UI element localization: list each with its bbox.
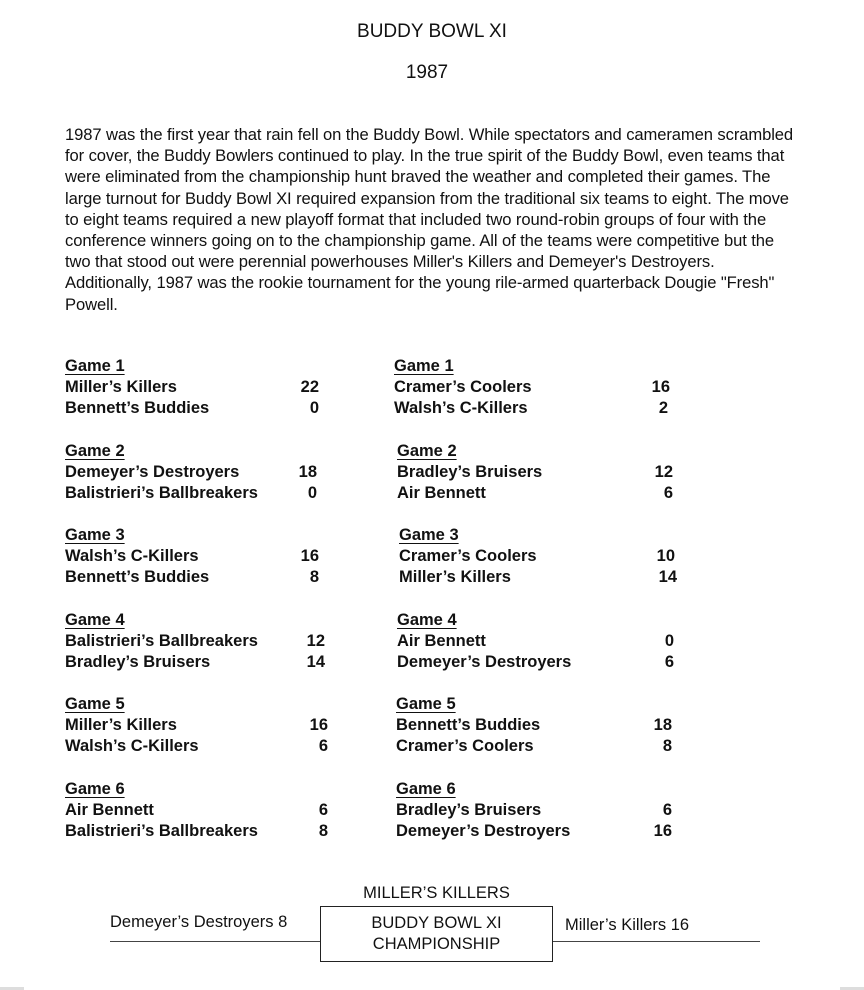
team-name: Balistrieri’s Ballbreakers bbox=[65, 822, 258, 840]
team-row bbox=[396, 715, 672, 736]
team-name: Air Bennett bbox=[397, 484, 486, 502]
team-row bbox=[65, 377, 319, 398]
right-game-2 bbox=[397, 441, 673, 504]
game-header: Game 5 bbox=[396, 695, 456, 713]
team-row bbox=[65, 567, 319, 588]
team-name: Cramer’s Coolers bbox=[396, 737, 534, 755]
team-row bbox=[65, 483, 317, 504]
bracket-right-line bbox=[553, 941, 760, 942]
team-score: 6 bbox=[318, 801, 328, 819]
right-game-4 bbox=[397, 610, 674, 673]
team-score: 0 bbox=[309, 399, 319, 417]
team-score: 18 bbox=[653, 716, 672, 734]
team-score: 8 bbox=[662, 737, 672, 755]
team-row bbox=[394, 398, 668, 419]
team-score: 16 bbox=[300, 547, 319, 565]
team-score: 8 bbox=[318, 822, 328, 840]
document-year: 1987 bbox=[405, 62, 449, 83]
game-header: Game 3 bbox=[399, 526, 459, 544]
game-header: Game 4 bbox=[397, 611, 457, 629]
bracket-left-team: Demeyer’s Destroyers 8 bbox=[110, 913, 288, 931]
team-name: Balistrieri’s Ballbreakers bbox=[65, 484, 258, 502]
team-row bbox=[65, 736, 328, 757]
right-game-5 bbox=[396, 694, 672, 757]
team-score: 16 bbox=[309, 716, 328, 734]
game-header: Game 2 bbox=[65, 442, 125, 460]
right-game-3 bbox=[399, 525, 677, 588]
championship-box-line2: CHAMPIONSHIP bbox=[372, 935, 501, 953]
team-score: 0 bbox=[307, 484, 317, 502]
team-name: Bennett’s Buddies bbox=[65, 568, 210, 586]
team-name: Bradley’s Bruisers bbox=[396, 801, 542, 819]
left-game-2 bbox=[65, 441, 317, 504]
team-score: 6 bbox=[662, 801, 672, 819]
team-score: 22 bbox=[300, 378, 319, 396]
team-score: 18 bbox=[298, 463, 317, 481]
team-name: Demeyer’s Destroyers bbox=[397, 653, 572, 671]
team-score: 6 bbox=[664, 653, 674, 671]
team-row bbox=[65, 715, 328, 736]
team-score: 6 bbox=[318, 737, 328, 755]
left-game-1 bbox=[65, 356, 319, 419]
team-name: Cramer’s Coolers bbox=[394, 378, 532, 396]
team-name: Demeyer’s Destroyers bbox=[65, 463, 240, 481]
right-game-6 bbox=[396, 779, 672, 842]
team-score: 6 bbox=[663, 484, 673, 502]
game-header: Game 2 bbox=[397, 442, 457, 460]
team-row bbox=[397, 483, 673, 504]
team-name: Walsh’s C-Killers bbox=[394, 399, 528, 417]
team-name: Demeyer’s Destroyers bbox=[396, 822, 571, 840]
team-row bbox=[65, 652, 325, 673]
game-header: Game 1 bbox=[65, 357, 125, 375]
left-game-3 bbox=[65, 525, 319, 588]
game-header: Game 6 bbox=[396, 780, 456, 798]
team-score: 12 bbox=[654, 463, 673, 481]
team-name: Miller’s Killers bbox=[65, 378, 177, 396]
team-score: 10 bbox=[656, 547, 675, 565]
team-row bbox=[397, 462, 673, 483]
team-score: 14 bbox=[306, 653, 325, 671]
team-score: 14 bbox=[658, 568, 677, 586]
game-header: Game 3 bbox=[65, 526, 125, 544]
team-score: 16 bbox=[651, 378, 670, 396]
team-score: 0 bbox=[664, 632, 674, 650]
team-name: Walsh’s C-Killers bbox=[65, 547, 199, 565]
game-header: Game 6 bbox=[65, 780, 125, 798]
left-game-6 bbox=[65, 779, 328, 842]
team-row bbox=[396, 736, 672, 757]
team-row bbox=[65, 546, 319, 567]
team-name: Miller’s Killers bbox=[65, 716, 177, 734]
team-row bbox=[397, 652, 674, 673]
team-name: Bennett’s Buddies bbox=[65, 399, 210, 417]
team-row bbox=[65, 800, 328, 821]
team-name: Walsh’s C-Killers bbox=[65, 737, 199, 755]
team-name: Air Bennett bbox=[65, 801, 154, 819]
team-name: Air Bennett bbox=[397, 632, 486, 650]
team-name: Miller’s Killers bbox=[399, 568, 511, 586]
intro-paragraph: 1987 was the first year that rain fell on the Buddy Bowl. While spectators and cameramen scrambled for cover, the Buddy Bowlers continued to play. In the true spirit of the Buddy Bowl, even teams that were eliminated from the championship hunt braved the weather and completed their games. The large turnout for Buddy Bowl XI required expansion from the traditional six teams to eight. The move to eight teams required a new playoff format that included two round-robin groups of four with the conference winners going on to the championship game. All of the teams were competitive but the two that stood out were perennial powerhouses Miller's Killers and Demeyer's Destroyers. Additionally, 1987 was the rookie tournament for the young rile-armed quarterback Dougie "Fresh" Powell. bbox=[65, 125, 794, 314]
game-header: Game 1 bbox=[394, 357, 454, 375]
team-row bbox=[397, 631, 674, 652]
team-name: Cramer’s Coolers bbox=[399, 547, 537, 565]
bracket-left-line bbox=[110, 941, 320, 942]
championship-box-line1: BUDDY BOWL XI bbox=[371, 914, 502, 932]
right-game-1 bbox=[394, 356, 670, 419]
team-row bbox=[65, 462, 317, 483]
team-row bbox=[396, 821, 672, 842]
team-score: 2 bbox=[658, 399, 668, 417]
team-row bbox=[65, 398, 319, 419]
team-score: 8 bbox=[309, 568, 319, 586]
left-game-5 bbox=[65, 694, 328, 757]
team-row bbox=[394, 377, 670, 398]
game-header: Game 4 bbox=[65, 611, 125, 629]
team-name: Bradley’s Bruisers bbox=[65, 653, 211, 671]
team-row bbox=[65, 821, 328, 842]
championship-box bbox=[320, 906, 553, 962]
document-title: BUDDY BOWL XI bbox=[357, 21, 507, 42]
team-name: Balistrieri’s Ballbreakers bbox=[65, 632, 258, 650]
bracket-right-team: Miller’s Killers 16 bbox=[565, 916, 690, 934]
game-header: Game 5 bbox=[65, 695, 125, 713]
team-row bbox=[399, 567, 677, 588]
team-row bbox=[396, 800, 672, 821]
team-name: Bennett’s Buddies bbox=[396, 716, 541, 734]
left-game-4 bbox=[65, 610, 325, 673]
team-score: 16 bbox=[653, 822, 672, 840]
team-name: Bradley’s Bruisers bbox=[397, 463, 543, 481]
championship-winner: MILLER’S KILLERS bbox=[363, 884, 510, 902]
team-row bbox=[399, 546, 675, 567]
team-row bbox=[65, 631, 325, 652]
team-score: 12 bbox=[306, 632, 325, 650]
